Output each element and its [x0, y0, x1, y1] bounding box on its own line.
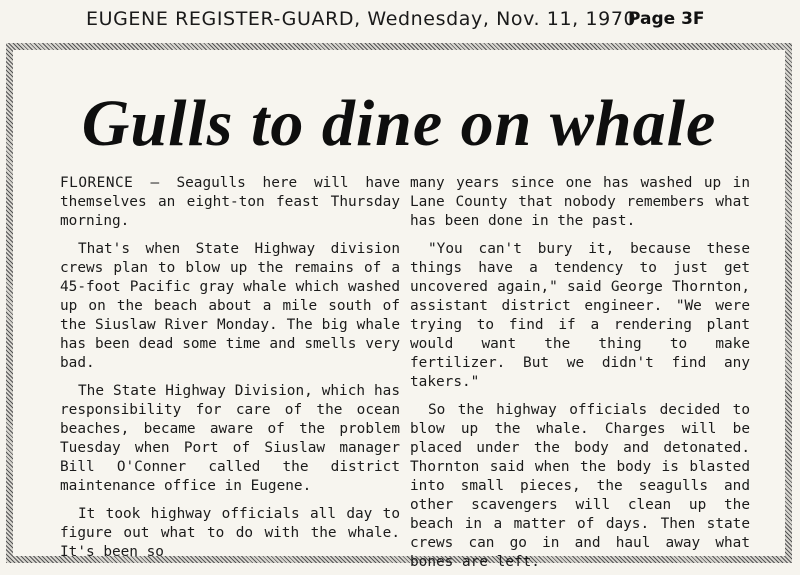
page-number: Page 3F — [628, 9, 705, 29]
article-column-left — [60, 174, 400, 571]
article-paragraph: The State Highway Division, which has responsibility for care of the ocean beaches, became aware of the problem Tuesday when Port of Siuslaw manager Bill O'Conner called the district maintenance office in Eugene. — [60, 383, 400, 494]
dateline: FLORENCE — — [60, 175, 160, 191]
article-column-right — [410, 174, 750, 575]
article-paragraph — [60, 174, 400, 231]
article-paragraph: That's when State Highway division crews plan to blow up the remains of a 45-foot Pacific gray whale which washed up on the beach about a mile south of the Siuslaw River Monday. The big whale has been dead some time and smells very bad. — [60, 241, 400, 371]
masthead: EUGENE REGISTER-GUARD, Wednesday, Nov. 11, 1970 — [86, 8, 637, 30]
article-box — [13, 50, 785, 570]
paragraph-text: Seagulls here will have themselves an eight-ton feast Thursday morning. — [60, 175, 400, 229]
headline: Gulls to dine on whale — [81, 87, 717, 160]
page-header — [0, 8, 800, 38]
article-paragraph: many years since one has washed up in Lane County that nobody remembers what has been done in the past. — [410, 175, 750, 229]
article-paragraph: "You can't bury it, because these things have a tendency to just get uncovered again," said George Thornton, assistant district engineer. "We were trying to find if a rendering plant would want the thing to make fertilizer. But we didn't find any takers." — [410, 241, 750, 390]
article-paragraph: So the highway officials decided to blow up the whale. Charges will be placed under the body and detonated. Thornton said when the body is blasted into small pieces, the seagulls and other scavengers will clean up the beach in a matter of days. Then state crews can go in and haul away what bones are left. — [410, 402, 750, 570]
article-paragraph: It took highway officials all day to figure out what to do with the whale. It's been so — [60, 506, 400, 560]
